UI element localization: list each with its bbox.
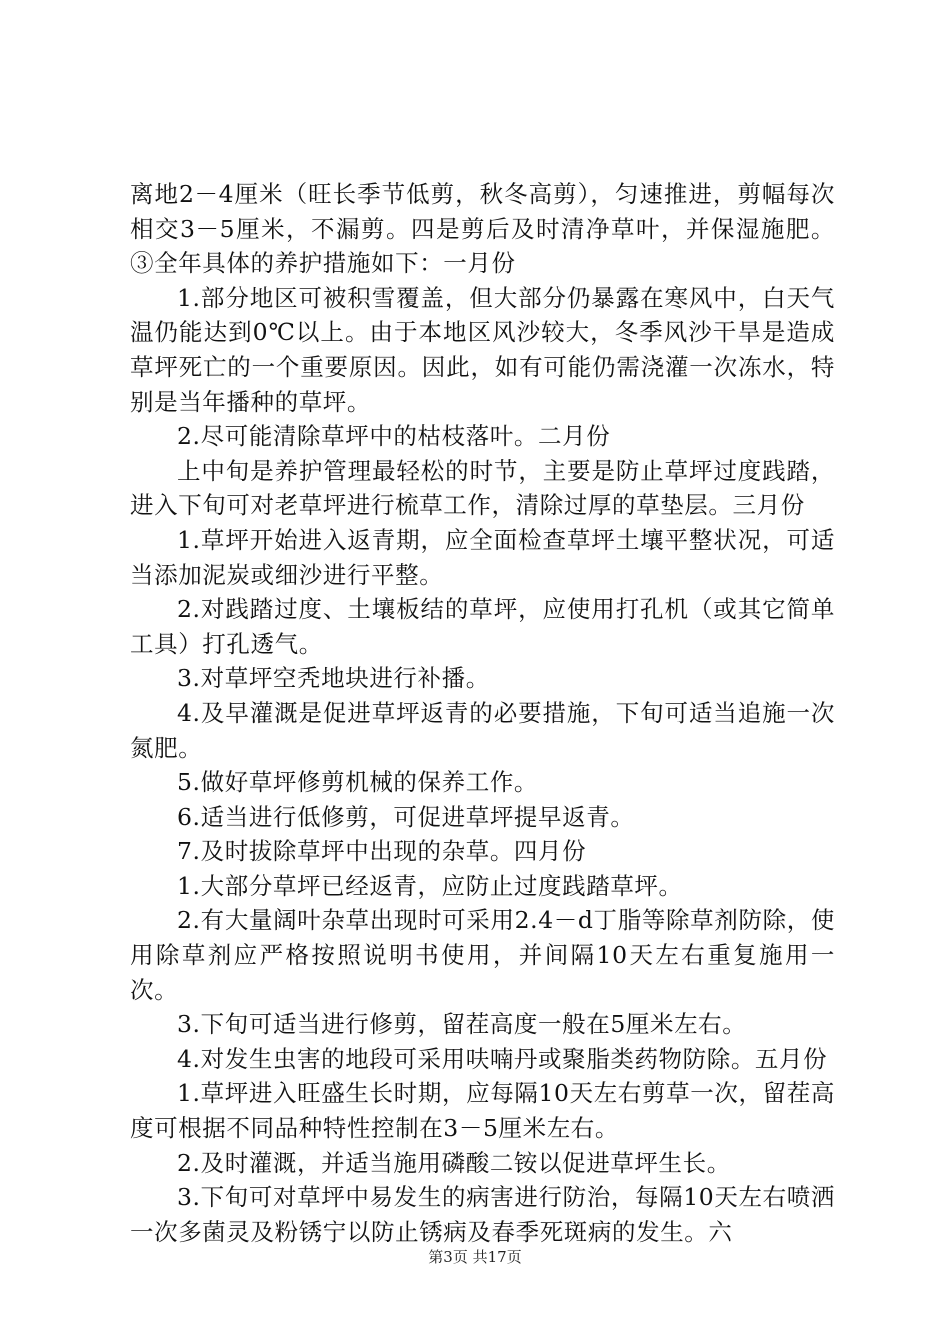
paragraph: 7.及时拔除草坪中出现的杂草。四月份	[177, 837, 587, 866]
paragraph: 5.做好草坪修剪机械的保养工作。	[177, 768, 539, 797]
paragraph: 1.大部分草坪已经返青，应防止过度践踏草坪。	[177, 871, 683, 900]
paragraph: 2.有大量阔叶杂草出现时可采用2.4－d丁脂等除草剂防除，使用除草剂应严格按照说明书使用，并间隔10天左右重复施用一次。	[130, 906, 835, 1004]
paragraph: 离地2－4厘米（旺长季节低剪，秋冬高剪），匀速推进，剪幅每次相交3－5厘米，不漏剪。四是剪后及时清净草叶，并保湿施肥。③全年具体的养护措施如下：一月份	[130, 180, 835, 278]
paragraph: 上中旬是养护管理最轻松的时节，主要是防止草坪过度践踏，进入下旬可对老草坪进行梳草工作，清除过厚的草垫层。三月份	[130, 456, 835, 520]
paragraph: 1.草坪进入旺盛生长时期，应每隔10天左右剪草一次，留茬高度可根据不同品种特性控制在3－5厘米左右。	[130, 1079, 835, 1143]
paragraph: 2.尽可能清除草坪中的枯枝落叶。二月份	[177, 422, 611, 451]
paragraph: 1.部分地区可被积雪覆盖，但大部分仍暴露在寒风中，白天气温仍能达到0℃以上。由于本地区风沙较大，冬季风沙干旱是造成草坪死亡的一个重要原因。因此，如有可能仍需浇灌一次冻水，特别是当年播种的草坪。	[130, 283, 835, 416]
paragraph: 2.及时灌溉，并适当施用磷酸二铵以促进草坪生长。	[177, 1148, 731, 1177]
paragraph: 4.对发生虫害的地段可采用呋喃丹或聚脂类药物防除。五月份	[177, 1044, 828, 1073]
paragraph: 6.适当进行低修剪，可促进草坪提早返青。	[177, 802, 635, 831]
paragraph: 2.对践踏过度、土壤板结的草坪，应使用打孔机（或其它简单工具）打孔透气。	[130, 595, 835, 658]
paragraph: 3.下旬可对草坪中易发生的病害进行防治，每隔10天左右喷洒一次多菌灵及粉锈宁以防止锈病及春季死斑病的发生。六	[130, 1183, 835, 1246]
page-number-label: 第3页 共17页	[428, 1248, 522, 1266]
paragraph: 3.下旬可适当进行修剪，留茬高度一般在5厘米左右。	[177, 1010, 747, 1039]
paragraph: 3.对草坪空秃地块进行补播。	[177, 664, 490, 693]
paragraph: 4.及早灌溉是促进草坪返青的必要措施，下旬可适当追施一次氮肥。	[130, 698, 835, 762]
page-footer	[0, 1247, 950, 1267]
document-body	[130, 177, 835, 1249]
paragraph: 1.草坪开始进入返青期，应全面检查草坪土壤平整状况，可适当添加泥炭或细沙进行平整。	[130, 525, 835, 589]
